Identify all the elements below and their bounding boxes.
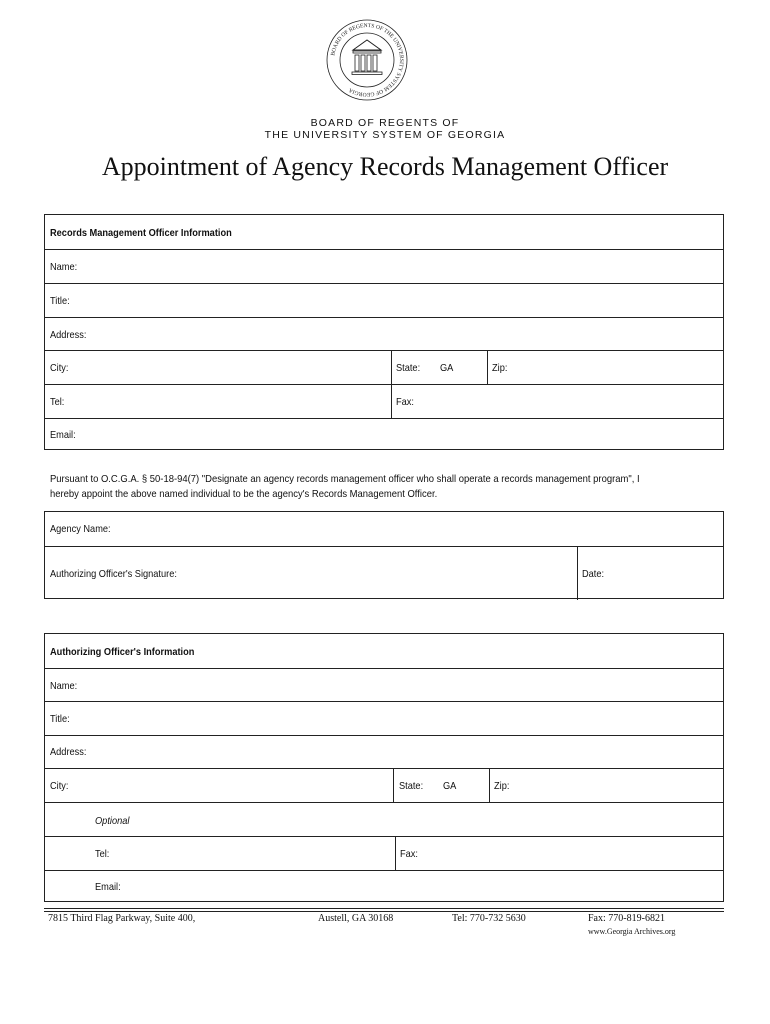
officer-address-label: Address:: [50, 329, 87, 341]
signature-row: [45, 546, 723, 600]
authorizing-email-label: Email:: [95, 881, 121, 893]
authorizing-state-label: State:: [399, 780, 424, 792]
agency-signature-table: [44, 511, 724, 599]
statement-line1: Pursuant to O.C.G.A. § 50-18-94(7) "Designate an agency records management officer who shall operate a records management program", I: [50, 473, 640, 485]
officer-zip-field[interactable]: [487, 351, 723, 384]
agency-name-label: Agency Name:: [50, 523, 111, 535]
optional-label: Optional: [95, 815, 130, 827]
authorizing-state-field[interactable]: [393, 769, 489, 802]
officer-tel-field[interactable]: [45, 385, 391, 418]
board-of-regents-seal: [325, 18, 409, 102]
officer-zip-label: Zip:: [492, 362, 508, 374]
officer-email-field[interactable]: [45, 418, 723, 451]
org-name-line2: THE UNIVERSITY SYSTEM OF GEORGIA: [264, 129, 506, 141]
footer-tel: Tel: 770-732 5630: [452, 913, 526, 924]
authorizing-signature-field[interactable]: [45, 547, 577, 600]
officer-fax-field[interactable]: [391, 385, 723, 418]
footer-website-link[interactable]: www.Georgia Archives.org: [588, 927, 676, 936]
authorizing-zip-label: Zip:: [494, 780, 510, 792]
optional-row: [45, 802, 723, 836]
officer-city-row: [45, 350, 723, 384]
statement-line2: hereby appoint the above named individual to be the agency's Records Management Officer.: [50, 488, 438, 500]
appointment-statement: [50, 472, 730, 502]
page-title: Appointment of Agency Records Management Officer: [101, 152, 669, 181]
authorizing-fax-label: Fax:: [400, 848, 418, 860]
signature-date-field[interactable]: [577, 547, 723, 600]
officer-section-heading: Records Management Officer Information: [50, 227, 232, 239]
authorizing-fax-field[interactable]: [395, 837, 723, 870]
officer-address-field[interactable]: [45, 317, 723, 351]
footer-rule-thin: [44, 911, 724, 912]
authorizing-title-label: Title:: [50, 713, 70, 725]
officer-info-table: [44, 214, 724, 450]
officer-state-field[interactable]: [391, 351, 487, 384]
authorizing-city-row: [45, 768, 723, 802]
officer-state-label: State:: [396, 362, 421, 374]
footer-city: Austell, GA 30168: [318, 913, 394, 924]
org-name-line1: BOARD OF REGENTS OF: [310, 117, 460, 129]
authorizing-email-field[interactable]: [45, 870, 723, 903]
officer-state-value: GA: [440, 362, 454, 374]
date-label: Date:: [582, 568, 605, 580]
officer-name-label: Name:: [50, 261, 78, 273]
officer-city-field[interactable]: [45, 351, 391, 384]
authorizing-tel-field[interactable]: [45, 837, 395, 870]
footer-fax: Fax: 770-819-6821: [588, 913, 665, 924]
authorizing-phone-row: [45, 836, 723, 870]
officer-city-label: City:: [50, 362, 69, 374]
officer-heading-row: [45, 215, 723, 249]
authorizing-name-label: Name:: [50, 680, 78, 692]
signature-label: Authorizing Officer's Signature:: [50, 568, 177, 580]
agency-name-field[interactable]: [45, 512, 723, 546]
authorizing-zip-field[interactable]: [489, 769, 723, 802]
officer-tel-label: Tel:: [50, 396, 65, 408]
authorizing-info-table: [44, 633, 724, 902]
officer-email-label: Email:: [50, 429, 76, 441]
officer-title-field[interactable]: [45, 283, 723, 317]
authorizing-state-value: GA: [443, 780, 457, 792]
authorizing-address-field[interactable]: [45, 735, 723, 768]
authorizing-title-field[interactable]: [45, 701, 723, 735]
footer-rule: [44, 908, 724, 909]
officer-name-field[interactable]: [45, 249, 723, 283]
authorizing-section-heading: Authorizing Officer's Information: [50, 646, 195, 658]
authorizing-name-field[interactable]: [45, 668, 723, 701]
officer-fax-label: Fax:: [396, 396, 414, 408]
seal-ring-text: BOARD OF REGENTS OF THE UNIVERSITY SYSTEM OF GEORGIA: [330, 22, 405, 98]
footer-address: 7815 Third Flag Parkway, Suite 400,: [48, 913, 196, 924]
officer-title-label: Title:: [50, 295, 70, 307]
authorizing-city-label: City:: [50, 780, 69, 792]
officer-phone-row: [45, 384, 723, 418]
authorizing-heading-row: [45, 634, 723, 668]
authorizing-tel-label: Tel:: [95, 848, 110, 860]
authorizing-city-field[interactable]: [45, 769, 393, 802]
authorizing-address-label: Address:: [50, 746, 87, 758]
